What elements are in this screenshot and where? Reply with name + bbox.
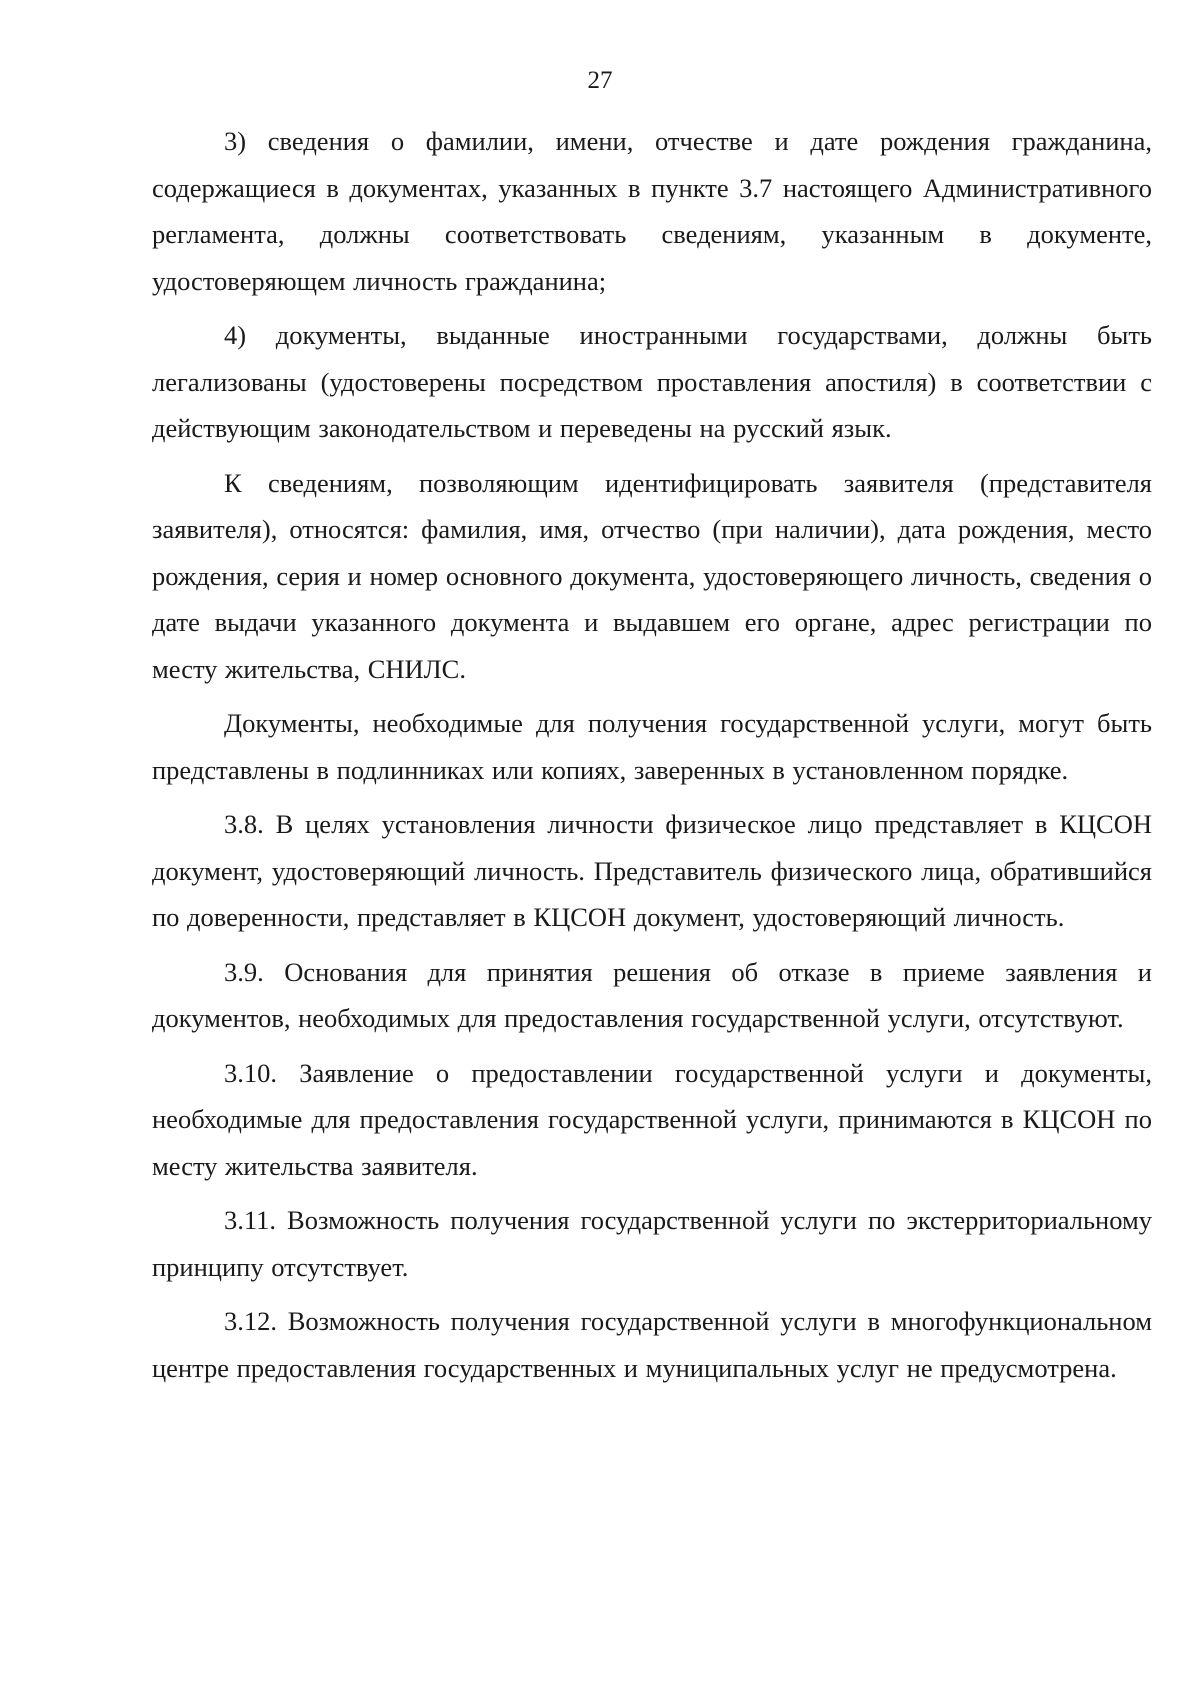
paragraph-3-8: 3.8. В целях установления личности физическое лицо представляет в КЦСОН документ, удостоверяющий личность. Представитель физического лица, обратившийся по доверенности, представляет в КЦСОН документ, удостоверяющий личность. xyxy=(152,809,1152,932)
document-body xyxy=(152,118,1152,1395)
paragraph-identification-info: К сведениям, позволяющим идентифицировать заявителя (представителя заявителя), относятся: фамилия, имя, отчество (при наличии), дата рождения, место рождения, серия и номер основного документа, удостоверяющего личность, сведения о дате выдачи указанного документа и выдавшем его органе, адрес регистрации по месту жительства, СНИЛС. xyxy=(152,467,1152,684)
paragraph-documents-originals: Документы, необходимые для получения государственной услуги, могут быть представлены в подлинниках или копиях, заверенных в установленном порядке. xyxy=(152,708,1152,785)
paragraph-3-12: 3.12. Возможность получения государственной услуги в многофункциональном центре предоставления государственных и муниципальных услуг не предусмотрена. xyxy=(152,1306,1152,1383)
paragraph-3-9: 3.9. Основания для принятия решения об отказе в приеме заявления и документов, необходимых для предоставления государственной услуги, отсутствуют. xyxy=(152,956,1152,1033)
page-number: 27 xyxy=(587,67,613,94)
paragraph-3-11: 3.11. Возможность получения государственной услуги по экстерриториальному принципу отсутствует. xyxy=(152,1205,1152,1282)
paragraph-item-3: 3) сведения о фамилии, имени, отчестве и дате рождения гражданина, содержащиеся в документах, указанных в пункте 3.7 настоящего Административного регламента, должны соответствовать сведениям, указанным в документе, удостоверяющем личность гражданина; xyxy=(152,126,1152,296)
paragraph-item-4: 4) документы, выданные иностранными государствами, должны быть легализованы (удостоверены посредством проставления апостиля) в соответствии с действующим законодательством и переведены на русский язык. xyxy=(152,320,1152,443)
paragraph-3-10: 3.10. Заявление о предоставлении государственной услуги и документы, необходимые для предоставления государственной услуги, принимаются в КЦСОН по месту жительства заявителя. xyxy=(152,1057,1152,1181)
